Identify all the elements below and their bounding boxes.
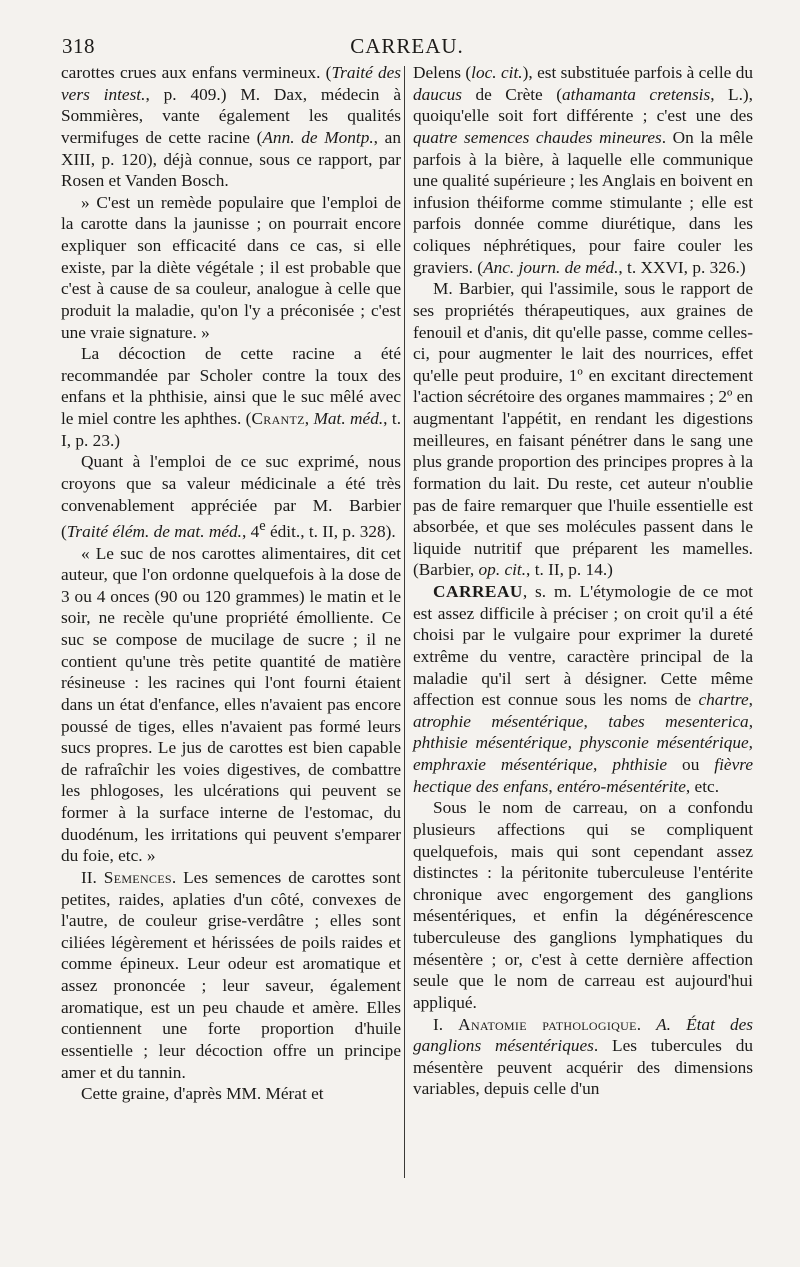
left-column-paragraph: La décoction de cette racine a été recommandée par Scholer contre la toux des enfans et la phthisie, ainsi que le suc mêlé avec le miel contre les aphthes. (Crantz, Mat. méd., t. I, p. 23.) bbox=[61, 344, 402, 450]
left-column-paragraph: Quant à l'emploi de ce suc exprimé, nous croyons que sa valeur médicinale a été très convenablement appréciée par M. Barbier (Traité élém. de mat. méd., 4e édit., t. II, p. 328). bbox=[61, 452, 401, 541]
left-column-paragraph: carottes crues aux enfans vermineux. (Traité des vers intest., p. 409.) M. Dax, médecin à Sommières, vante également les qualités vermifuges de cette racine (Ann. de Montp., an XIII, p. 120), déjà connue, sous ce rapport, par Rosen et Vanden Bosch. bbox=[61, 63, 402, 191]
left-column-paragraph: « Le suc de nos carottes alimentaires, dit cet auteur, que l'on ordonne quelquefois à la dose de 3 ou 4 onces (90 ou 120 grammes) le matin et le soir, ne recèle qu'une propriété émolliente. Ce suc se compose de mucilage de sucre ; il ne contient qu'une très petite quantité de matière résineuse : les racines qui l'ont fourni étaient dans un état d'enfance, elles n'avaient pas encore poussé de tiges, elles n'avaient pas formé leurs sucs propres. Le jus de carottes est bien capable de rafraîchir les voies digestives, de combattre les phlogoses, les ulcérations qui peuvent se former à la surface interne de l'estomac, du duodénum, les irritations qui peuvent s'emparer du foie, etc. » bbox=[61, 543, 401, 866]
right-column-paragraph: Delens (loc. cit.), est substituée parfois à celle du daucus de Crète (athamanta cretensis, L.), quoiqu'elle soit fort différente ; c'est une des quatre semences chaudes mineures. On la mêle parfois à la bière, à laquelle elle communique une qualité supérieure ; les Anglais en boivent en infusion théiforme comme stimulante ; elle est parfois donnée comme diurétique, dans les coliques néphrétiques, pour faire couler les graviers. (Anc. journ. de méd., t. XXVI, p. 326.) bbox=[413, 63, 753, 277]
right-column bbox=[413, 62, 753, 1100]
left-column-paragraph: » C'est un remède populaire que l'emploi de la carotte dans la jaunisse ; on pourrait encore expliquer son efficacité dans ce cas, si elle existe, par la diète végétale ; il est probable que c'est à cause de sa couleur, analogue à celle que produit la maladie, qu'on l'y a préconisée ; c'est une vraie signature. » bbox=[61, 192, 401, 342]
page-number: 318 bbox=[62, 34, 95, 58]
page-header bbox=[62, 34, 752, 64]
left-column-paragraph: Cette graine, d'après MM. Mérat et bbox=[81, 1084, 324, 1104]
right-column-paragraph: I. Anatomie pathologique. A. État des ganglions mésentériques. Les tubercules du mésentère peuvent acquérir des dimensions variables, depuis celle d'un bbox=[413, 1014, 754, 1099]
left-column-paragraph: II. Semences. Les semences de carottes sont petites, raides, aplaties d'un côté, convexes de l'autre, de couleur grise-verdâtre ; elles sont ciliées légèrement et hérissées de poils raides et comme épineux. Leur odeur est aromatique et assez prononcée ; leur saveur, également aromatique, est un peu chaude et amère. Elles contiennent une forte proportion d'huile essentielle ; leur décoction offre un principe amer et du tannin. bbox=[61, 867, 401, 1082]
right-column-paragraph: Sous le nom de carreau, on a confondu plusieurs affections qui se compliquent quelquefois, mais qui sont cependant assez distinctes : la péritonite tuberculeuse l'entérite chronique avec engorgement des ganglions mésentériques, et enfin la dégénérescence tuberculeuse des ganglions lymphatiques du mésentère ; or, c'est à cette dernière affection seule que le nom de carreau est aujourd'hui appliqué. bbox=[413, 798, 753, 1012]
left-column bbox=[61, 62, 401, 1105]
right-column-paragraph: CARREAU, s. m. L'étymologie de ce mot est assez difficile à préciser ; on croit qu'il a été choisi par le vulgaire pour exprimer la dureté extrême du ventre, caractère principal de la maladie qu'il sert à désigner. Cette même affection est connue sous les noms de chartre, atrophie mésentérique, tabes mesenterica, phthisie mésentérique, physconie mésentérique, emphraxie mésentérique, phthisie ou fièvre hectique des enfans, entéro-mésentérite, etc. bbox=[413, 582, 754, 796]
column-divider bbox=[404, 66, 405, 1178]
right-column-paragraph: M. Barbier, qui l'assimile, sous le rapport de ses propriétés thérapeutiques, aux graines de fenouil et d'anis, dit qu'elle passe, comme celles-ci, pour augmenter le lait des nourrices, effet qu'elle peut produire, 1º en excitant directement l'action sécrétoire des organes mammaires ; 2º en augmentant l'appétit, en rendant les digestions meilleures, en faisant pénétrer dans le sang une plus grande proportion des principes propres à la formation du lait. Du reste, cet auteur n'oublie pas de faire remarquer que l'huile essentielle est absorbée, et que ses molécules passent dans le liquide nutritif que préparent les mamelles. (Barbier, op. cit., t. II, p. 14.) bbox=[413, 279, 753, 580]
running-title: CARREAU. bbox=[350, 34, 464, 58]
